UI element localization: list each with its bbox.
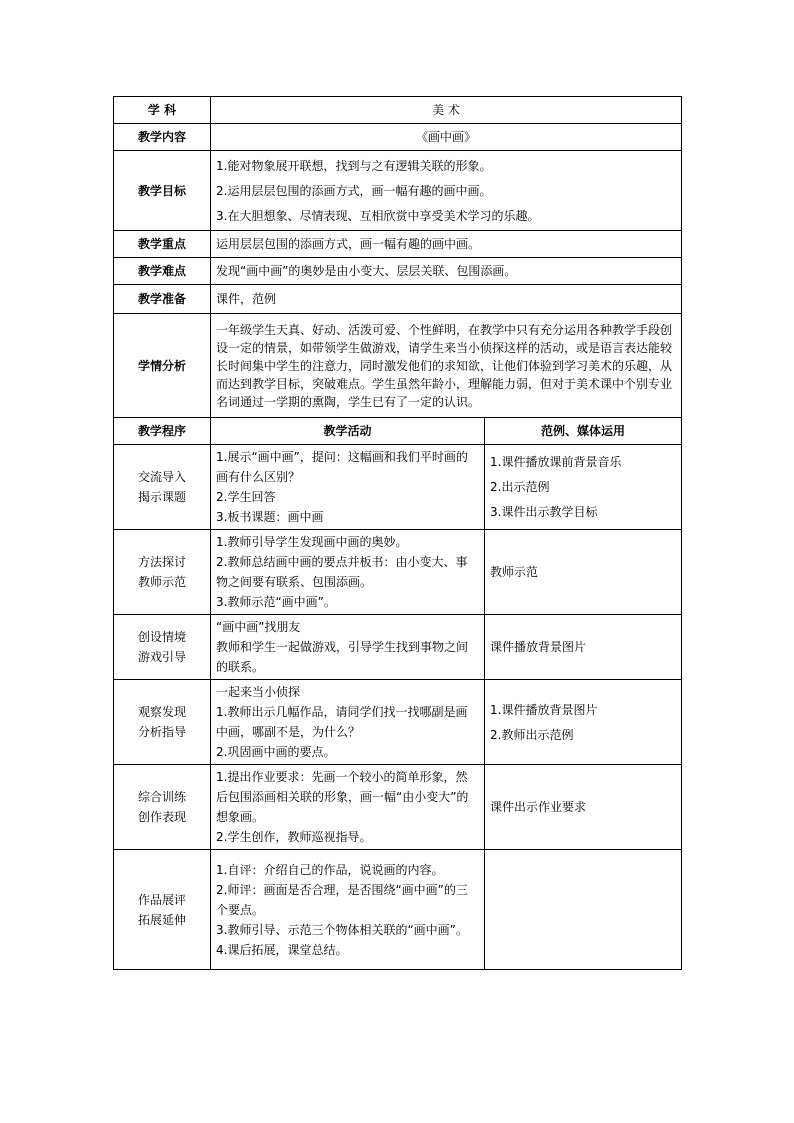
difficulty-value: 发现“画中画”的奥妙是由小变大、层层关联、包围添画。 — [211, 258, 682, 285]
key-point-row — [114, 231, 682, 258]
content-row — [114, 124, 682, 151]
stage-media: 1.课件播放课前背景音乐 2.出示范例 3.课件出示教学目标 — [485, 445, 682, 530]
stage-activity: 一起来当小侦探 1.教师出示几幅作品，请同学们找一找哪副是画中画，哪副不是，为什么？ 2.巩固画中画的要点。 — [211, 680, 485, 765]
goals-list — [211, 151, 682, 231]
stage-activity: 1.提出作业要求：先画一个较小的简单形象，然后包围添画相关联的形象，画一幅“由小变大”的想象画。 2.学生创作，教师巡视指导。 — [211, 765, 485, 850]
goals-label: 教学目标 — [114, 151, 211, 231]
stage-activity: 1.展示“画中画”，提问：这幅画和我们平时画的画有什么区别？ 2.学生回答 3.板书课题：画中画 — [211, 445, 485, 530]
media-header: 范例、媒体运用 — [485, 418, 682, 445]
analysis-row — [114, 314, 682, 418]
stage-name: 创设情境 游戏引导 — [114, 615, 211, 680]
goal-item: 2.运用层层包围的添画方式，画一幅有趣的画中画。 — [216, 183, 492, 198]
content-label: 教学内容 — [114, 124, 211, 151]
stage-header: 教学程序 — [114, 418, 211, 445]
stage-activity: “画中画”找朋友 教师和学生一起做游戏，引导学生找到事物之间的联系。 — [211, 615, 485, 680]
stage-activity: 1.自评：介绍自己的作品，说说画的内容。 2.师评：画面是否合理，是否围绕“画中画”的三个要点。 3.教师引导、示范三个物体相关联的“画中画”。 4.课后拓展，课堂总结。 — [211, 850, 485, 970]
goals-row — [114, 151, 682, 231]
analysis-label: 学情分析 — [114, 314, 211, 418]
content-value: 《画中画》 — [211, 124, 682, 151]
stage-activity: 1.教师引导学生发现画中画的奥妙。 2.教师总结画中画的要点并板书：由小变大、事物之间要有联系、包围添画。 3.教师示范“画中画”。 — [211, 530, 485, 615]
stage-name: 交流导入 揭示课题 — [114, 445, 211, 530]
preparation-value: 课件，范例 — [211, 285, 682, 314]
difficulty-label: 教学难点 — [114, 258, 211, 285]
subject-label: 学 科 — [114, 97, 211, 124]
stage-media: 课件播放背景图片 — [485, 615, 682, 680]
stage-media: 1.课件播放背景图片 2.教师出示范例 — [485, 680, 682, 765]
stage-row — [114, 445, 682, 530]
stage-media: 教师示范 — [485, 530, 682, 615]
stage-name: 观察发现 分析指导 — [114, 680, 211, 765]
stage-name: 方法探讨 教师示范 — [114, 530, 211, 615]
subject-value: 美 术 — [211, 97, 682, 124]
key-point-label: 教学重点 — [114, 231, 211, 258]
subject-row — [114, 97, 682, 124]
stage-row — [114, 765, 682, 850]
stage-name: 作品展评 拓展延伸 — [114, 850, 211, 970]
stage-name: 综合训练 创作表现 — [114, 765, 211, 850]
preparation-row — [114, 285, 682, 314]
stage-row — [114, 850, 682, 970]
preparation-label: 教学准备 — [114, 285, 211, 314]
analysis-value: 一年级学生天真、好动、活泼可爱、个性鲜明，在教学中只有充分运用各种教学手段创设一定的情景，如带领学生做游戏，请学生来当小侦探这样的活动，或是语言表达能较长时间集中学生的注意力，同时激发他们的求知欲，让他们体验到学习美术的乐趣，从而达到教学目标，突破难点。学生虽然年龄小，理解能力弱，但对于美术课中个别专业名词通过一学期的熏陶，学生已有了一定的认识。 — [211, 314, 682, 418]
goal-item: 3.在大胆想象、尽情表现、互相欣赏中享受美术学习的乐趣。 — [216, 208, 540, 223]
difficulty-row — [114, 258, 682, 285]
goal-item: 1.能对物象展开联想，找到与之有逻辑关联的形象。 — [216, 158, 492, 173]
stage-row — [114, 530, 682, 615]
key-point-value: 运用层层包围的添画方式，画一幅有趣的画中画。 — [211, 231, 682, 258]
stage-row — [114, 680, 682, 765]
process-header-row — [114, 418, 682, 445]
stage-media: 课件出示作业要求 — [485, 765, 682, 850]
stage-media — [485, 850, 682, 970]
activity-header: 教学活动 — [211, 418, 485, 445]
lesson-plan-table — [113, 96, 682, 970]
stage-row — [114, 615, 682, 680]
